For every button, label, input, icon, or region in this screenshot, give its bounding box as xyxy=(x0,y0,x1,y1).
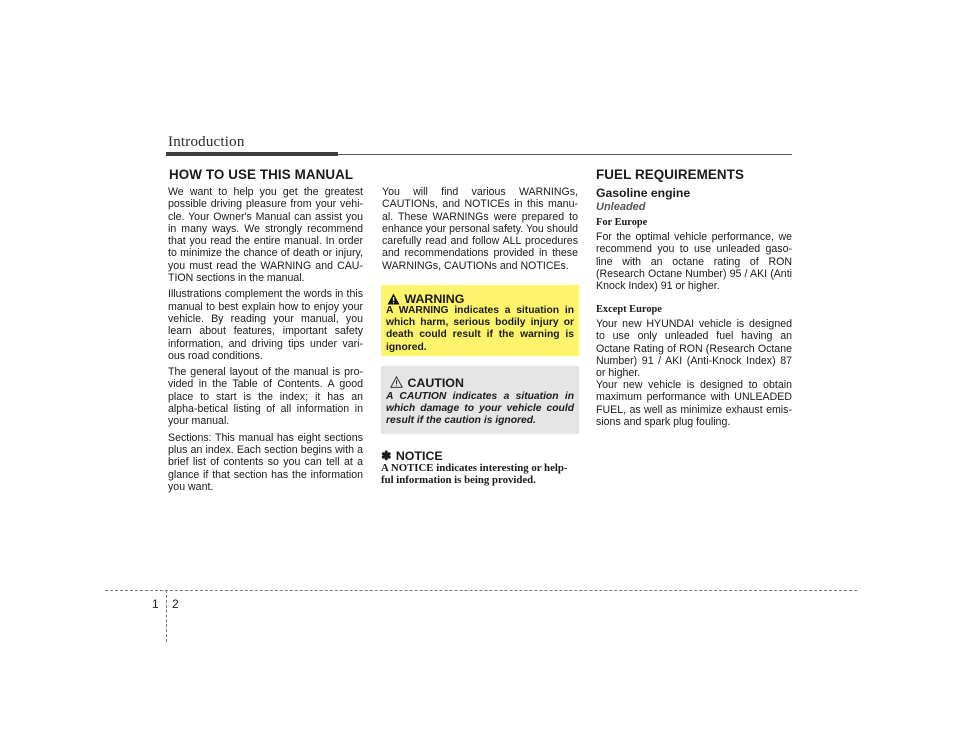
warning-title: WARNING xyxy=(404,292,465,306)
caution-title: CAUTION xyxy=(407,376,464,390)
caution-text: A CAUTION indicates a situation in which damage to your vehicle could result if the caution is ignored. xyxy=(386,391,574,427)
for-europe-label: For Europe xyxy=(596,217,648,228)
notice-text: A NOTICE indicates interesting or help-ful information is being provided. xyxy=(381,462,568,487)
header-rule-dark xyxy=(166,152,338,156)
final-fuel-text: Your new vehicle is designed to obtain maximum performance with UNLEADED FUEL, as well as minimize exhaust emis-sions and spark plug fouling. xyxy=(596,379,792,428)
how-to-use-heading: HOW TO USE THIS MANUAL xyxy=(169,167,354,182)
for-europe-text: For the optimal vehicle performance, we recommend you to use unleaded gaso-line with an octane rating of RON (Research Octane Number) 95 / AKI (Anti Knock Index) 91 or higher. xyxy=(596,231,792,293)
header-rule-thin xyxy=(338,154,792,155)
left-column xyxy=(168,186,363,497)
page-number: 2 xyxy=(172,597,179,611)
footer-dashed-divider xyxy=(166,590,167,642)
except-europe-text: Your new HYUNDAI vehicle is designed to use only unleaded fuel having an Octane Rating of RON (Research Octane Number) 91 / AKI (Anti-Knock Index) 87 or higher. xyxy=(596,318,792,380)
left-paragraph-1: We want to help you get the greatest possible driving pleasure from your vehi-cle. Your Owner's Manual can assist you in many ways. We strongly recommend that you read the entire manual. In order to minimize the chance of death or injury, you must read the WARNING and CAU-TION sections in the manual. xyxy=(168,186,363,285)
left-paragraph-4: Sections: This manual has eight sections plus an index. Each section begins with a brief list of contents so you can tell at a glance if that section has the information you want. xyxy=(168,431,363,493)
fuel-requirements-heading: FUEL REQUIREMENTS xyxy=(596,167,745,182)
notice-star-icon: ✽ xyxy=(381,449,392,463)
section-number: 1 xyxy=(152,597,159,611)
except-europe-label: Except Europe xyxy=(596,304,662,315)
warning-box xyxy=(381,285,579,356)
footer-dashed-rule xyxy=(105,590,857,591)
gasoline-engine-heading: Gasoline engine xyxy=(596,186,691,200)
unleaded-label: Unleaded xyxy=(596,201,646,213)
left-paragraph-2: Illustrations complement the words in this manual to best explain how to enjoy your vehicle. By reading your manual, you learn about features, important safety information, and driving tips under vari-ous road conditions. xyxy=(168,288,363,362)
notice-title: NOTICE xyxy=(395,449,443,463)
middle-intro: You will find various WARNINGs, CAUTIONs, and NOTICEs in this manu-al. These WARNINGs were prepared to enhance your personal safety. You should carefully read and follow ALL procedures and recommendations provided in these WARNINGs, CAUTIONs and NOTICEs. xyxy=(382,186,578,272)
caution-box xyxy=(381,366,579,434)
warning-text: A WARNING indicates a situation in which harm, serious bodily injury or death could result if the warning is ignored. xyxy=(386,305,574,353)
left-paragraph-3: The general layout of the manual is pro-vided in the Table of Contents. A good place to start is the index; it has an alpha-betical listing of all information in your manual. xyxy=(168,366,363,428)
page-header-title: Introduction xyxy=(168,134,245,150)
